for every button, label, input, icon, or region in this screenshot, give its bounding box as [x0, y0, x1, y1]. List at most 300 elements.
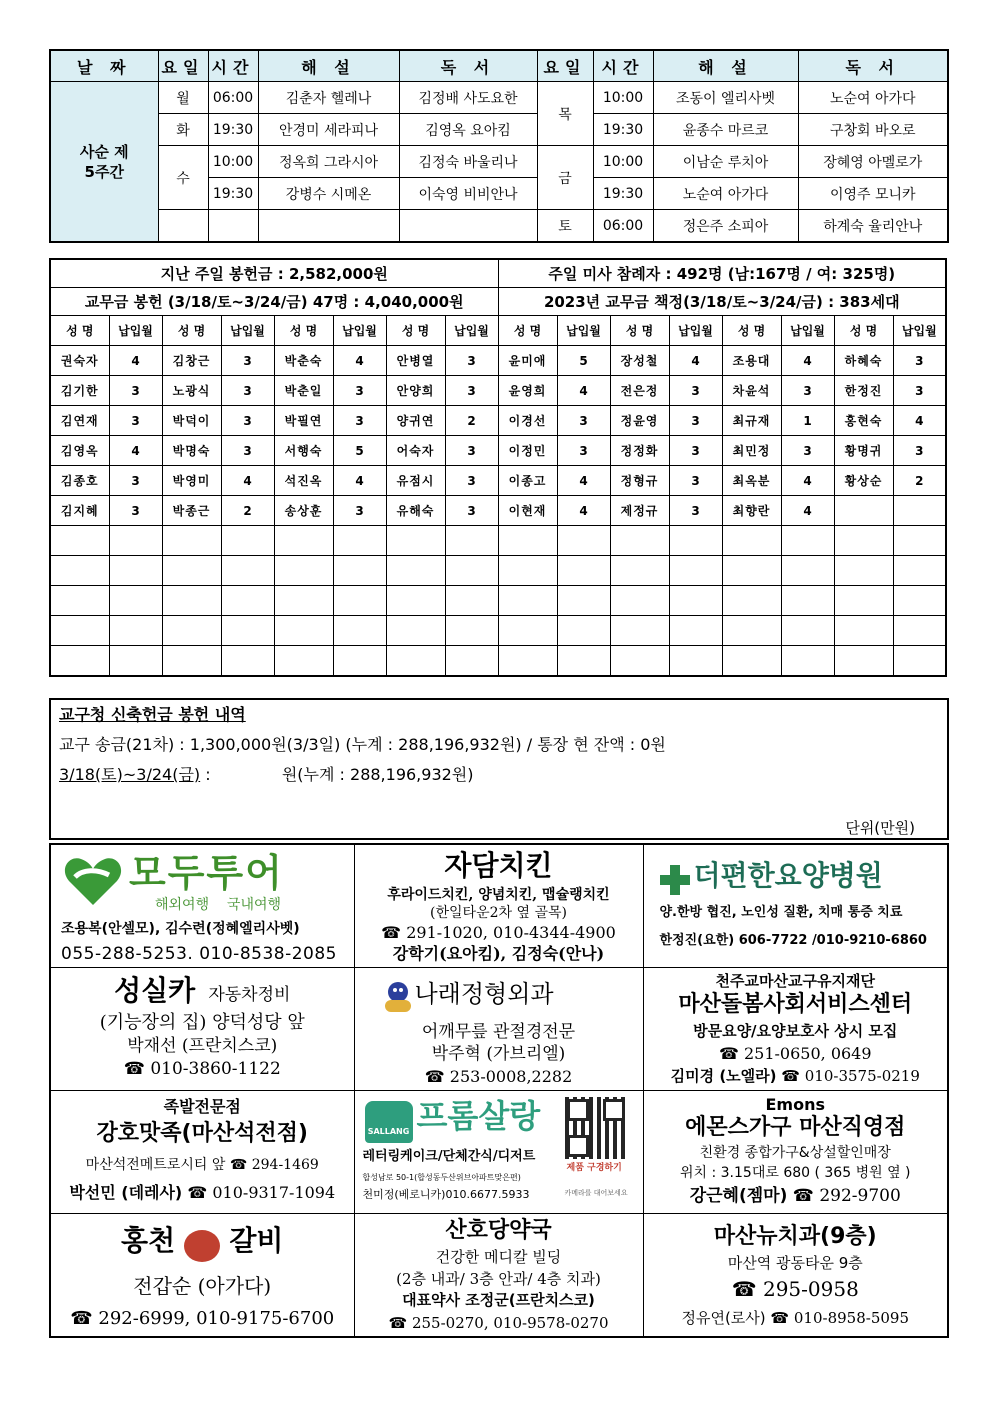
donor-months: 3: [781, 436, 834, 466]
donor-name: 서행숙: [274, 436, 333, 466]
phone-icon: ☎: [424, 1067, 445, 1086]
donor-months: 3: [669, 496, 722, 526]
donor-name: 김연재: [50, 406, 109, 436]
donor-name: [386, 526, 445, 556]
reader-cell: 노순여 아가다: [798, 82, 948, 114]
donor-name: 박춘일: [274, 376, 333, 406]
donor-months: [781, 646, 834, 677]
donor-name: 안병열: [386, 346, 445, 376]
foot-location: 마산석전메트로시티 앞: [85, 1157, 226, 1173]
modutour-heart-logo: [63, 855, 123, 907]
commentator-cell: 조동이 엘리사벳: [653, 82, 798, 114]
emons-location: 위치 : 3.15대로 680 ( 365 병원 옆 ): [679, 1165, 911, 1181]
last-week-offering: 지난 주일 봉헌금 : 2,582,000원: [50, 259, 498, 288]
donor-months: [669, 586, 722, 616]
donor-months: [557, 556, 610, 586]
donor-name: 권숙자: [50, 346, 109, 376]
donor-months: [109, 586, 162, 616]
pharmacy-desc: 건강한 메디칼 빌딩: [435, 1248, 562, 1266]
col-months-header: 납입월: [557, 316, 610, 346]
time-cell: 19:30: [208, 114, 258, 146]
donor-months: [781, 616, 834, 646]
diocese-remit-line: 교구 송금(21차) : 1,300,000원(3/3일) (누계 : 288,196,932원) / 통장 현 잔액 : 0원: [59, 735, 666, 754]
donor-name: [498, 586, 557, 616]
offering-row: [50, 436, 946, 466]
dues-assessment: 2023년 교무금 책정(3/18/토~3/24/금) : 383세대: [498, 288, 946, 316]
donor-months: 3: [445, 436, 498, 466]
phone-icon: ☎: [123, 1059, 145, 1079]
sallang-badge: SALLANG: [365, 1101, 413, 1143]
donor-months: [781, 556, 834, 586]
ad-gangho-jokbal: [50, 1091, 354, 1214]
donor-name: 차윤석: [722, 376, 781, 406]
donor-months: [893, 496, 946, 526]
donor-name: 김종호: [50, 466, 109, 496]
donor-name: 노광식: [162, 376, 221, 406]
commentator-cell: 윤종수 마르코: [653, 114, 798, 146]
seongsil-title: 성실카: [114, 974, 196, 1007]
col-reader: 독 서: [798, 50, 948, 82]
donor-months: [109, 526, 162, 556]
donor-name: [834, 586, 893, 616]
emons-owner-line: [644, 1186, 948, 1206]
col-name-header: 성 명: [610, 316, 669, 346]
diocese-week-amount: : 원(누계 : 288,196,932원): [200, 765, 474, 784]
dental-owner: 정유연(로사): [681, 1309, 766, 1327]
time-cell: 19:30: [593, 114, 653, 146]
offering-row: [50, 646, 946, 677]
donor-name: [274, 646, 333, 677]
donor-name: [722, 526, 781, 556]
hospital-contact: 한정진(요한) 606-7722 /010-9210-6860: [659, 933, 927, 948]
donor-name: [162, 646, 221, 677]
phone-icon: ☎: [770, 1309, 790, 1327]
sallang-title: 프롬살랑: [416, 1097, 541, 1135]
sallang-qr-label: 제품 구경하기: [566, 1163, 622, 1173]
donor-months: 3: [221, 376, 274, 406]
donor-months: [893, 526, 946, 556]
donor-name: [274, 616, 333, 646]
reader-cell: 하계숙 율리안나: [798, 210, 948, 243]
offering-row: [50, 466, 946, 496]
day-cell: 월: [158, 82, 208, 114]
donor-name: [834, 556, 893, 586]
empty-cell: [258, 210, 399, 243]
donor-name: 최규재: [722, 406, 781, 436]
modutour-people: 조용복(안셀모), 김수련(정혜엘리사벳): [61, 921, 300, 937]
narae-desc: 어깨무릎 관절경전문: [421, 1022, 576, 1042]
time-cell: 06:00: [593, 210, 653, 243]
ad-jadam-chicken: [354, 844, 643, 968]
donor-name: [386, 616, 445, 646]
donor-name: 김창근: [162, 346, 221, 376]
sallang-contact: 천미정(베로니카)010.6677.5933: [362, 1188, 530, 1201]
ad-masan-new-dental: [643, 1214, 948, 1338]
donor-months: 2: [221, 496, 274, 526]
donor-months: 4: [669, 346, 722, 376]
donor-months: 3: [557, 406, 610, 436]
narae-title: 나래정형외과: [414, 980, 554, 1008]
dental-location: 마산역 광동타운 9층: [727, 1254, 863, 1272]
ad-emons-furniture: [643, 1091, 948, 1214]
galbi-phone-line: [51, 1308, 354, 1330]
col-commentator: 해 설: [258, 50, 399, 82]
donor-name: 양귀연: [386, 406, 445, 436]
offering-table: [49, 258, 947, 677]
donor-name: 홍현숙: [834, 406, 893, 436]
donor-name: 유점시: [386, 466, 445, 496]
diocese-title: 교구청 신축헌금 봉헌 내역: [59, 705, 246, 724]
phone-icon: ☎: [70, 1308, 93, 1329]
chicken-owners: 강학기(요아킴), 김정숙(안나): [392, 944, 605, 963]
col-months-header: 납입월: [109, 316, 162, 346]
col-reader: 독 서: [399, 50, 537, 82]
donor-months: [557, 586, 610, 616]
donor-months: 1: [781, 406, 834, 436]
pharmacy-title: 산호당약국: [445, 1218, 552, 1243]
col-day: 요일: [158, 50, 208, 82]
galbi-title-1: 홍천: [121, 1224, 176, 1257]
donor-name: 윤미애: [498, 346, 557, 376]
donor-name: 송상훈: [274, 496, 333, 526]
col-time: 시간: [593, 50, 653, 82]
donor-name: 최향란: [722, 496, 781, 526]
care-contact-line: [644, 1067, 948, 1085]
modutour-logo-text: 모두투어: [129, 851, 284, 895]
col-months-header: 납입월: [781, 316, 834, 346]
phone-icon: ☎: [731, 1277, 757, 1301]
offering-row: [50, 556, 946, 586]
dental-title: 마산뉴치과(9층): [713, 1224, 877, 1249]
donor-months: [557, 646, 610, 677]
donor-months: 4: [893, 406, 946, 436]
donor-name: [50, 586, 109, 616]
foot-owner: 박선민 (데레사): [69, 1183, 183, 1202]
donor-name: 윤영희: [498, 376, 557, 406]
donor-name: [274, 586, 333, 616]
col-months-header: 납입월: [445, 316, 498, 346]
foot-phone: 294-1469: [251, 1157, 319, 1173]
foot-location-line: [51, 1157, 354, 1174]
donor-months: 4: [557, 496, 610, 526]
chicken-phone-line: [355, 923, 643, 942]
offering-row: [50, 496, 946, 526]
phone-icon: ☎: [381, 923, 402, 942]
donor-name: 한정진: [834, 376, 893, 406]
seongsil-desc: (기능장의 집) 양덕성당 앞: [99, 1012, 305, 1033]
time-cell: 19:30: [593, 178, 653, 210]
ad-hongcheon-galbi: [50, 1214, 354, 1338]
donor-name: 최민정: [722, 436, 781, 466]
col-name-header: 성 명: [722, 316, 781, 346]
donor-months: 3: [669, 376, 722, 406]
mass-schedule-table: [49, 49, 949, 243]
phone-icon: ☎: [792, 1186, 814, 1206]
donor-months: [221, 526, 274, 556]
mass-attendance: 주일 미사 참례자 : 492명 (남:167명 / 여: 325명): [498, 259, 946, 288]
empty-cell: [399, 210, 537, 243]
narae-mascot-icon: [385, 982, 411, 1012]
modutour-overseas: 해외여행: [155, 897, 210, 913]
seongsil-phone: 010-3860-1122: [150, 1059, 281, 1079]
ad-from-sallang: [354, 1091, 643, 1214]
donor-months: [893, 586, 946, 616]
reader-cell: 김정숙 바울리나: [399, 146, 537, 178]
time-cell: 19:30: [208, 178, 258, 210]
donor-name: [50, 616, 109, 646]
donor-months: [333, 646, 386, 677]
donor-name: [722, 586, 781, 616]
donor-months: 3: [445, 466, 498, 496]
donor-months: [445, 526, 498, 556]
donor-months: 3: [893, 376, 946, 406]
donor-months: 4: [781, 496, 834, 526]
col-name-header: 성 명: [162, 316, 221, 346]
commentator-cell: 이남순 루치아: [653, 146, 798, 178]
sallang-qr-hint: 카메라를 대어보세요: [564, 1189, 628, 1197]
donor-months: [221, 586, 274, 616]
care-mobile: 010-3575-0219: [804, 1067, 920, 1085]
care-person: 김미경 (노엘라): [670, 1067, 777, 1085]
donor-name: [834, 526, 893, 556]
care-phone-line: [644, 1044, 948, 1063]
donor-name: 황상순: [834, 466, 893, 496]
donor-months: [893, 556, 946, 586]
offering-row: [50, 616, 946, 646]
donor-months: 4: [781, 346, 834, 376]
donor-name: [274, 526, 333, 556]
dental-phone: 295-0958: [762, 1277, 859, 1301]
donor-months: 3: [109, 466, 162, 496]
day-cell: 목: [537, 82, 593, 146]
emons-title: 에몬스가구 마산직영점: [685, 1115, 906, 1140]
ads-row: [50, 968, 948, 1091]
emons-brand: Emons: [765, 1095, 825, 1114]
dental-phone-line: [644, 1277, 948, 1301]
seongsil-type: 자동차정비: [208, 985, 291, 1005]
donor-months: 3: [669, 436, 722, 466]
pharmacy-phone: 255-0270, 010-9578-0270: [411, 1314, 609, 1332]
donor-name: 유해숙: [386, 496, 445, 526]
donor-months: [445, 556, 498, 586]
donor-months: [109, 556, 162, 586]
seongsil-phone-line: [51, 1059, 354, 1079]
donor-months: 3: [669, 406, 722, 436]
donor-months: [781, 526, 834, 556]
phone-icon: ☎: [388, 1314, 408, 1332]
donor-name: [274, 556, 333, 586]
donor-name: [610, 616, 669, 646]
donor-name: [498, 616, 557, 646]
phone-icon: ☎: [187, 1183, 208, 1202]
ads-row: [50, 1214, 948, 1338]
time-cell: 10:00: [208, 146, 258, 178]
donor-months: [445, 616, 498, 646]
donor-months: [557, 526, 610, 556]
donor-months: 3: [445, 496, 498, 526]
donor-name: [722, 556, 781, 586]
donor-months: 3: [893, 346, 946, 376]
donor-months: [557, 616, 610, 646]
reader-cell: 구창회 바오로: [798, 114, 948, 146]
donor-name: [722, 646, 781, 677]
emons-desc: 친환경 종합가구&상설할인매장: [699, 1145, 891, 1161]
col-months-header: 납입월: [221, 316, 274, 346]
hospital-desc: 양.한방 협진, 노인성 질환, 치매 통증 치료: [659, 905, 903, 920]
col-months-header: 납입월: [333, 316, 386, 346]
donor-name: 하혜숙: [834, 346, 893, 376]
empty-cell: [158, 210, 208, 243]
narae-phone-line: [355, 1067, 643, 1086]
seongsil-owner: 박재선 (프란치스코): [127, 1036, 278, 1056]
hospital-cross-icon: [660, 865, 690, 895]
donor-months: [109, 616, 162, 646]
donor-name: [50, 556, 109, 586]
pharmacy-phone-line: [355, 1314, 643, 1332]
ads-row: [50, 1091, 948, 1214]
ad-hospital: [643, 844, 948, 968]
ad-sanhodang-pharmacy: [354, 1214, 643, 1338]
unit-label: 단위(만원): [845, 819, 915, 837]
donor-months: [893, 616, 946, 646]
donor-months: [669, 646, 722, 677]
col-time: 시간: [208, 50, 258, 82]
foot-mobile: 010-9317-1094: [212, 1183, 336, 1202]
offering-row: [50, 376, 946, 406]
phone-icon: ☎: [229, 1157, 248, 1173]
offering-summary-row: [50, 259, 946, 288]
commentator-cell: 김춘자 헬레나: [258, 82, 399, 114]
reader-cell: 이숙영 비비안나: [399, 178, 537, 210]
donor-name: [162, 616, 221, 646]
donor-name: [386, 586, 445, 616]
donor-months: 4: [109, 436, 162, 466]
donor-months: 3: [893, 436, 946, 466]
donor-months: [109, 646, 162, 677]
offering-row: [50, 346, 946, 376]
donor-name: [610, 526, 669, 556]
sallang-menu: 레터링케이크/단체간식/디저트: [362, 1149, 536, 1164]
donor-name: [50, 526, 109, 556]
donor-months: [333, 526, 386, 556]
donor-months: 2: [893, 466, 946, 496]
donor-name: [386, 646, 445, 677]
foot-type: 족발전문점: [163, 1097, 241, 1116]
col-months-header: 납입월: [893, 316, 946, 346]
period-cell: 사순 제5주간: [50, 82, 158, 243]
commentator-cell: 안경미 세라피나: [258, 114, 399, 146]
diocese-week-line: [59, 762, 474, 785]
empty-cell: [208, 210, 258, 243]
donor-months: 3: [109, 496, 162, 526]
galbi-title-2: 갈비: [229, 1224, 284, 1257]
donor-name: [162, 586, 221, 616]
donor-name: 김영옥: [50, 436, 109, 466]
donor-months: [669, 616, 722, 646]
modutour-domestic: 국내여행: [226, 897, 282, 913]
time-cell: 10:00: [593, 82, 653, 114]
reader-cell: 이영주 모니카: [798, 178, 948, 210]
care-desc: 방문요양/요양보호사 상시 모집: [693, 1022, 898, 1040]
offering-column-header: [50, 316, 946, 346]
day-cell: 화: [158, 114, 208, 146]
commentator-cell: 강병수 시메온: [258, 178, 399, 210]
donor-name: [722, 616, 781, 646]
donor-name: 석진옥: [274, 466, 333, 496]
ads-row: [50, 844, 948, 968]
phone-icon: ☎: [781, 1067, 800, 1085]
ad-modutour: [50, 844, 354, 968]
schedule-row: [50, 82, 948, 114]
dues-offering: 교무금 봉헌 (3/18/토~3/24/금) 47명 : 4,040,000원: [50, 288, 498, 316]
emons-owner: 강근혜(젬마): [689, 1186, 788, 1206]
galbi-owner: 전갑순 (아가다): [133, 1274, 272, 1298]
qr-code-icon: [565, 1097, 627, 1159]
donor-name: [498, 526, 557, 556]
day-cell: 수: [158, 146, 208, 210]
commentator-cell: 정은주 소피아: [653, 210, 798, 243]
col-day: 요일: [537, 50, 593, 82]
offering-row: [50, 406, 946, 436]
reader-cell: 장혜영 아멜로가: [798, 146, 948, 178]
donor-name: 이현재: [498, 496, 557, 526]
donor-name: [834, 496, 893, 526]
care-org: 천주교마산교구유지재단: [715, 972, 875, 990]
donor-name: 김지혜: [50, 496, 109, 526]
donor-name: 박종근: [162, 496, 221, 526]
donor-months: 4: [557, 466, 610, 496]
commentator-cell: 노순여 아가다: [653, 178, 798, 210]
pharmacy-floors: (2층 내과/ 3층 안과/ 4층 치과): [396, 1270, 601, 1288]
reader-cell: 김영옥 요아킴: [399, 114, 537, 146]
donor-name: [498, 646, 557, 677]
donor-months: 3: [333, 496, 386, 526]
galbi-phone: 292-6999, 010-9175-6700: [98, 1308, 335, 1329]
col-name-header: 성 명: [498, 316, 557, 346]
donor-months: [221, 616, 274, 646]
hospital-title: 더편한요양병원: [693, 859, 883, 892]
emons-phone: 292-9700: [819, 1186, 901, 1206]
ad-care-center: [643, 968, 948, 1091]
donor-months: 3: [557, 436, 610, 466]
donor-name: 정형규: [610, 466, 669, 496]
donor-months: 4: [557, 376, 610, 406]
narae-owner: 박주혁 (가브리엘): [431, 1044, 566, 1064]
donor-name: 이종고: [498, 466, 557, 496]
col-name-header: 성 명: [386, 316, 445, 346]
donor-name: [610, 646, 669, 677]
sallang-address: 합성남로 50-1(합성동두산위브아파트맞은편): [362, 1173, 521, 1182]
donor-months: 3: [669, 466, 722, 496]
chicken-title: 자담치킨: [444, 849, 553, 882]
foot-title: 강호맛족(마산석전점): [96, 1121, 308, 1146]
foot-owner-line: [51, 1183, 354, 1202]
day-cell: 금: [537, 146, 593, 210]
donor-name: [834, 646, 893, 677]
donor-months: [333, 616, 386, 646]
col-commentator: 해 설: [653, 50, 798, 82]
col-name-header: 성 명: [834, 316, 893, 346]
donor-months: 3: [333, 406, 386, 436]
ad-narae-orthopedics: [354, 968, 643, 1091]
donor-name: 박명숙: [162, 436, 221, 466]
donor-name: 정정화: [610, 436, 669, 466]
donor-name: 박영미: [162, 466, 221, 496]
donor-months: 3: [109, 376, 162, 406]
galbi-title-line: [51, 1224, 354, 1262]
care-phone: 251-0650, 0649: [743, 1044, 872, 1063]
donor-name: 박덕이: [162, 406, 221, 436]
